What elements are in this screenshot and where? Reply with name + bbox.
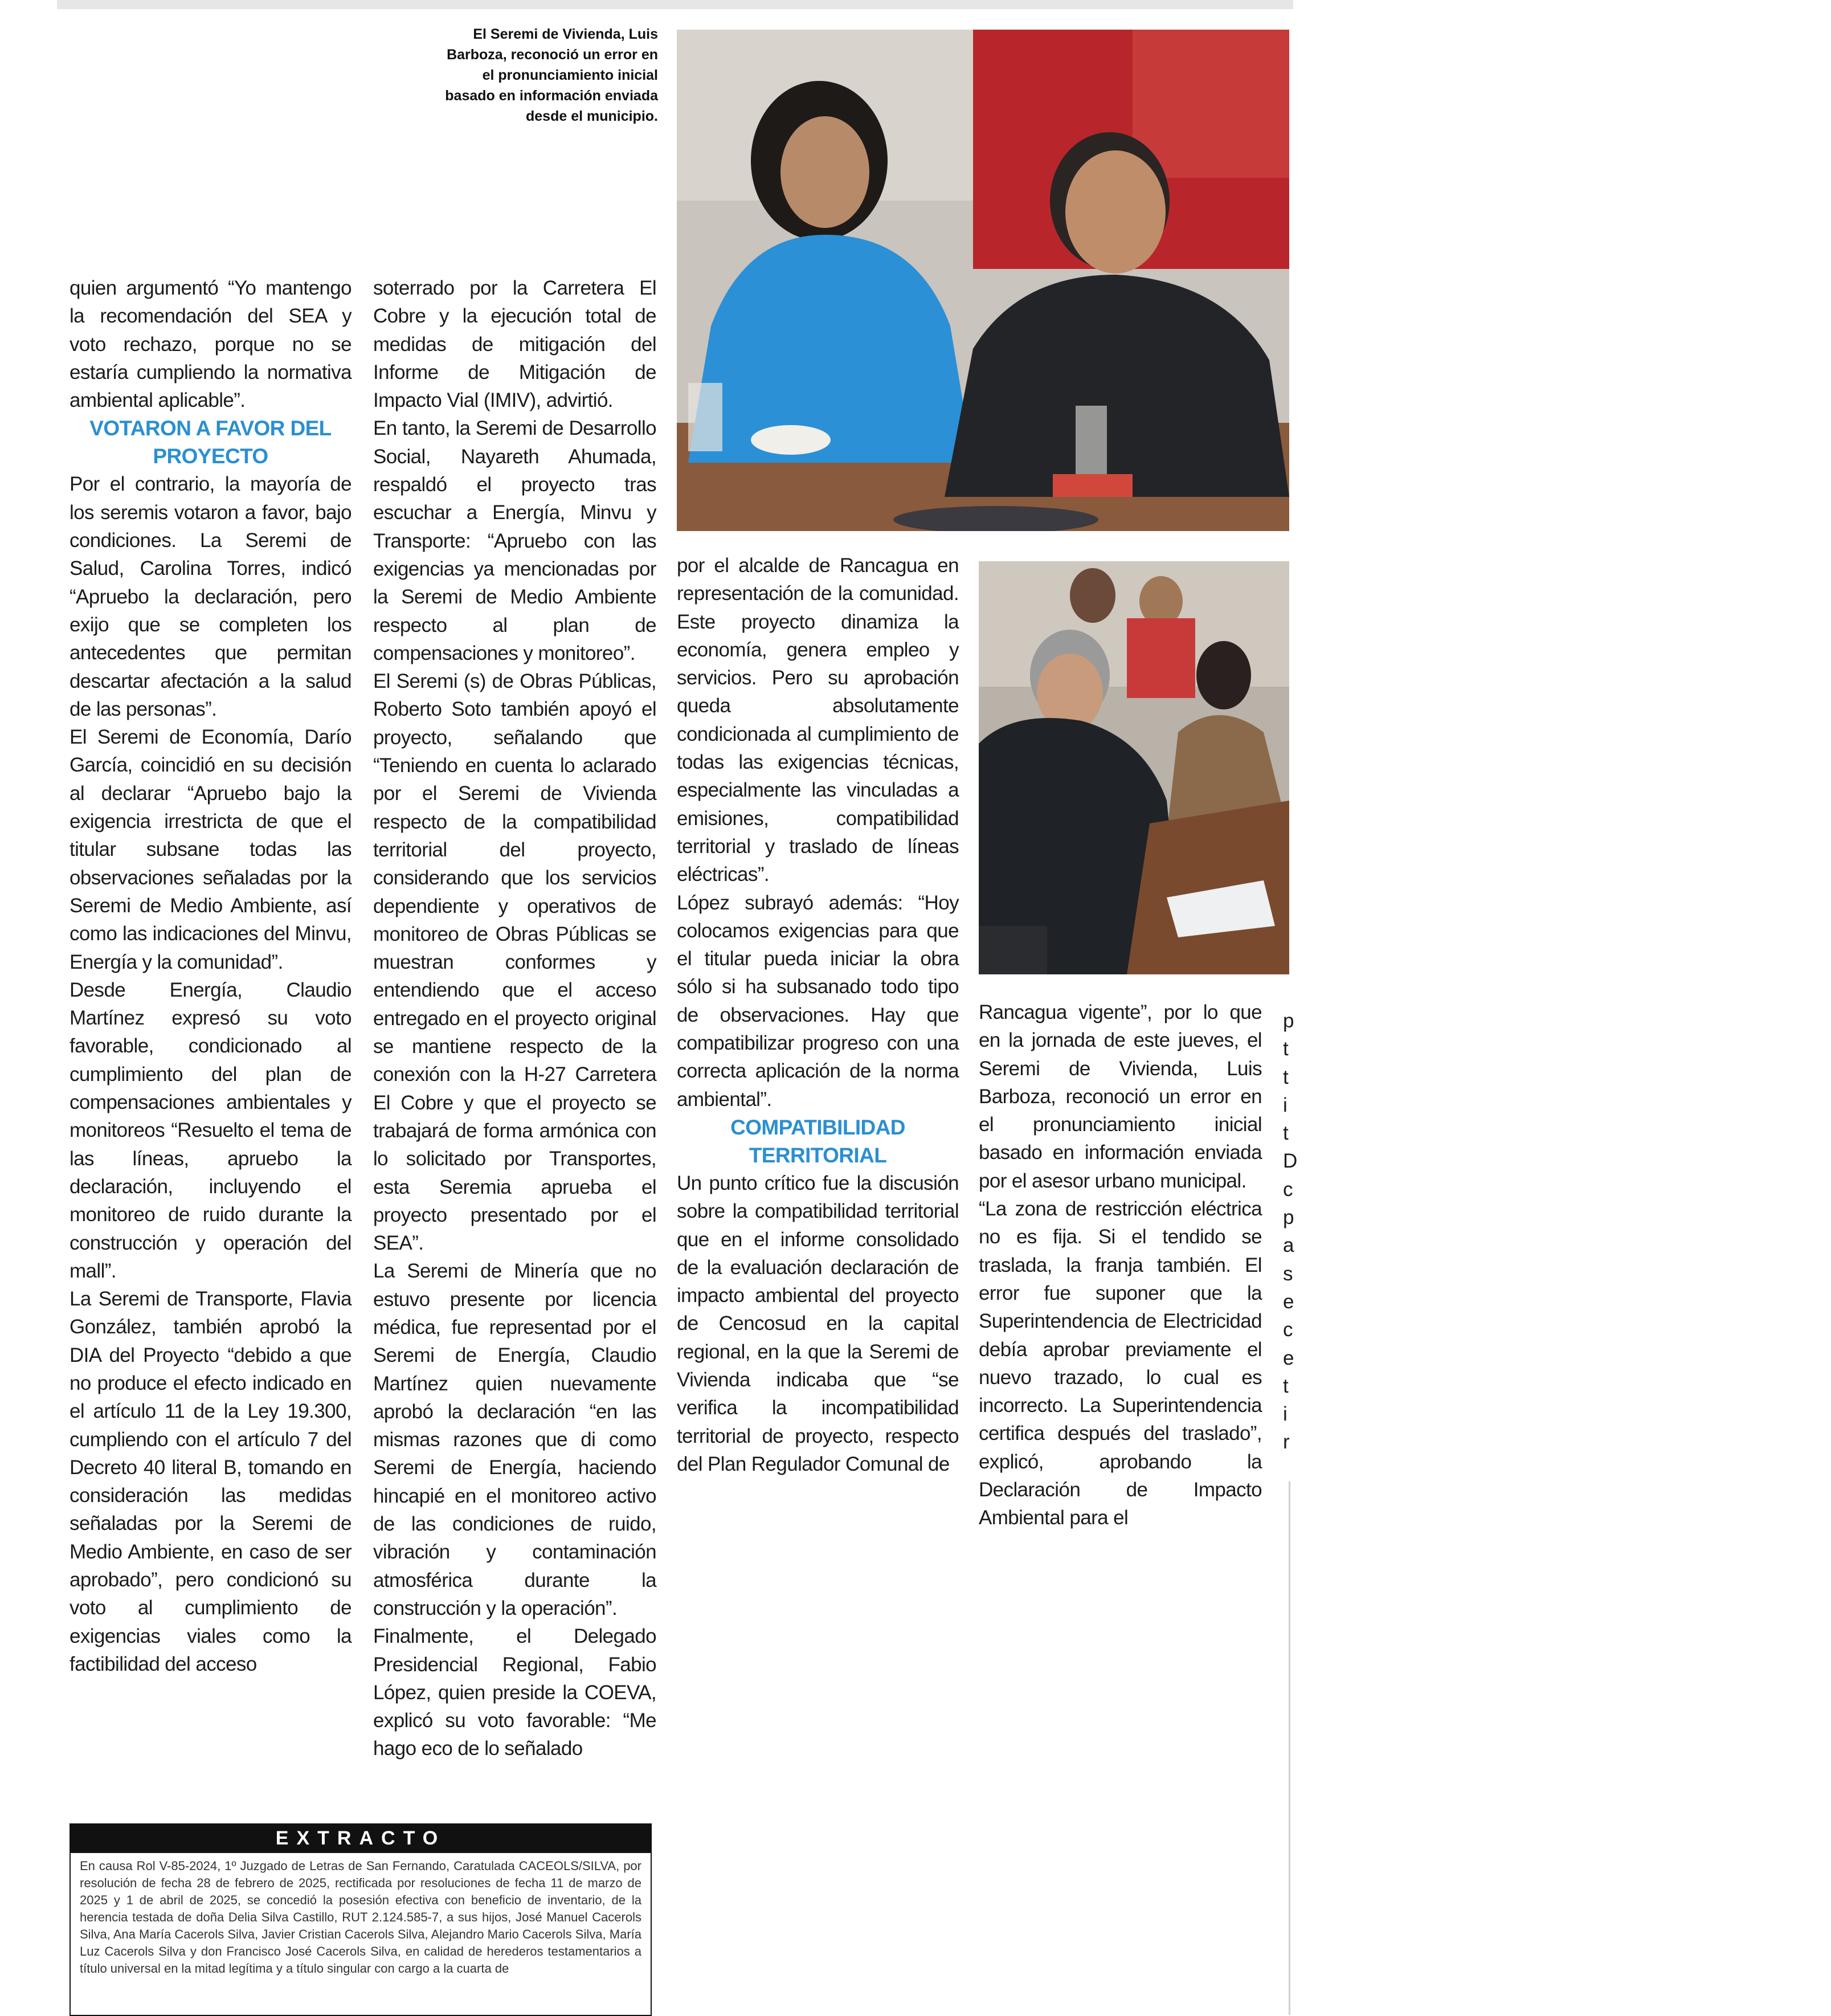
paragraph: El Seremi (s) de Obras Públicas, Roberto Soto también apoyó el proyecto, señalando que “Teniendo en cuenta lo aclarado por el Seremi de Vivienda respecto de la compatibilidad territorial del proyecto, considerando que los servicios dependiente y operativos de monitoreo de Obras Públicas se muestran conformes y entendiendo que el acceso entregado en el proyecto original se mantiene respecto de la conexión con la H-27 Carretera El Cobre y que el proyecto se trabajará de forma armónica con lo solicitado por Transportes, esta Seremia aprueba el proyecto presentado por el SEA”. (373, 670, 656, 1255)
article-column-3 (677, 552, 959, 1478)
paragraph: El Seremi de Economía, Darío García, coincidió en su decisión al declarar “Apruebo bajo la exigencia irrestricta de que el titular subsane todas las observaciones señaladas por la Seremi de Medio Ambiente, así como las indicaciones del Minvu, Energía y la comunidad”. (70, 726, 352, 973)
extracto-body: En causa Rol V-85-2024, 1º Juzgado de Letras de San Fernando, Caratulada CACEOLS/SILVA, por resolución de fecha 28 de febrero de 2025, rectificada por resoluciones de fecha 11 de marzo de 2025 y 1 de abril de 2025, se concedió la posesión efectiva con beneficio de inventario, de la herencia testada de doña Delia Silva Castillo, RUT 2.124.585-7, a sus hijos, José Manuel Cacerols Silva, Ana María Cacerols Silva, Javier Cristian Cacerols Silva, Alejandro Mario Cacerols Silva, María Luz Cacerols Silva y don Francisco José Cacerols Silva, en calidad de herederos testamentarios a título universal en la mitad legítima y a título singular con cargo a la cuarta de (80, 1859, 641, 1976)
paragraph: Un punto crítico fue la discusión sobre la compatibilidad territorial que en el informe consolidado de la evaluación declaración de impacto ambiental del proyecto de Cencosud en la capital regional, en la que la Seremi de Vivienda indicaba que “se verifica la incompatibilidad territorial de proyecto, respecto del Plan Regulador Comunal de (677, 1172, 959, 1475)
paragraph: Rancagua vigente”, por lo que en la jornada de este jueves, el Seremi de Vivienda, Luis Barboza, reconoció un error en el pronunciamiento inicial basado en información enviada por el asesor urbano municipal. (979, 1001, 1262, 1192)
paragraph: La Seremi de Minería que no estuvo presente por licencia médica, fue representad por el Seremi de Energía, Claudio Martínez quien nuevamente aprobó la declaración “en las mismas razones que di como Seremi de Energía, haciendo hincapié en el monitoreo activo de las condiciones de ruido, vibración y contaminación atmosférica durante la construcción y la operación”. (373, 1260, 656, 1619)
cropped-letter: s (1283, 1262, 1293, 1285)
cropped-letter: a (1283, 1234, 1294, 1257)
meeting-photo-seremi-speaking (677, 30, 1289, 531)
cropped-letter: i (1283, 1093, 1288, 1116)
meeting-photo-delegado-signing (979, 561, 1289, 974)
paragraph: La Seremi de Transporte, Flavia González, también aprobó la DIA del Proyecto “debido a que no produce el efecto indicado en el artículo 11 de la Ley 19.300, cumpliendo con el artículo 7 del Decreto 40 literal B, tomando en consideración las medidas señaladas por la Seremi de Medio Ambiente, en caso de ser aprobado”, pero condicionó su voto al cumplimiento de exigencias viales como la factibilidad del acceso (70, 1288, 352, 1675)
cropped-letter: c (1283, 1178, 1293, 1201)
paragraph: Desde Energía, Claudio Martínez expresó su voto favorable, condicionado al cumplimiento del plan de compensaciones ambientales y monitoreos “Resuelto el tema de las líneas, apruebo la declaración, incluyendo el monitoreo de ruido durante la construcción y operación del mall”. (70, 978, 352, 1282)
article-column-1 (70, 274, 352, 1678)
paragraph: Finalmente, el Delegado Presidencial Regional, Fabio López, quien preside la COEVA, explicó su voto favorable: “Me hago eco de lo señalado (373, 1625, 656, 1760)
cropped-letter: i (1283, 1403, 1288, 1426)
article-column-4 (979, 998, 1262, 1532)
column-divider (1289, 1482, 1290, 2015)
paragraph: soterrado por la Carretera El Cobre y la ejecución total de medidas de mitigación del Informe de Mitigación de Impacto Vial (IMIV), advirtió. (373, 277, 656, 412)
cropped-letter: D (1283, 1150, 1298, 1173)
cropped-column-5 (1283, 1010, 1298, 1459)
cropped-letter: t (1283, 1374, 1289, 1397)
cropped-letter: e (1283, 1290, 1294, 1313)
article-column-2 (373, 274, 656, 1763)
subheading-compatibilidad-territorial: COMPATIBILIDAD TERRITORIAL (730, 1115, 905, 1167)
paragraph: López subrayó además: “Hoy colocamos exigencias para que el titular pueda iniciar la obra sólo si ha subsanado todo tipo de observaciones. Hay que compatibilizar progreso con una correcta aplicación de la norma ambiental”. (677, 891, 959, 1111)
extracto-title: EXTRACTO (71, 1823, 651, 1853)
subheading-votaron-a-favor: VOTARON A FAVOR DEL PROYECTO (89, 417, 332, 468)
legal-notice-extracto (70, 1823, 652, 2016)
paragraph: quien argumentó “Yo mantengo la recomendación del SEA y voto rechazo, porque no se estaría cumpliendo la normativa ambiental aplicable”. (70, 277, 352, 412)
cropped-letter: p (1283, 1010, 1294, 1032)
photo-caption: El Seremi de Vivienda, Luis Barboza, reconoció un error en el pronunciamiento inicial basado en información enviada desde el municipio. (445, 26, 658, 124)
paragraph: En tanto, la Seremi de Desarrollo Social, Nayareth Ahumada, respaldó el proyecto tras escuchar a Energía, Minvu y Transporte: “Apruebo con las exigencias ya mencionadas por la Seremi de Medio Ambiente respecto al plan de compensaciones y monitoreo”. (373, 417, 656, 664)
top-border (57, 0, 1293, 9)
cropped-letter: r (1283, 1431, 1290, 1454)
paragraph: “La zona de restricción eléctrica no es fija. Si el tendido se traslada, la franja también. El error fue suponer que la Superintendencia de Electricidad debía aprobar previamente el nuevo trazado, lo cual es incorrecto. La Superintendencia certifica después del traslado”, explicó, aprobando la Declaración de Impacto Ambiental para el (979, 1198, 1262, 1529)
cropped-letter: t (1283, 1066, 1289, 1088)
paragraph: por el alcalde de Rancagua en representación de la comunidad. Este proyecto dinamiza la economía, genera empleo y servicios. Pero su aprobación queda absolutamente condicionada al cumplimiento de todas las exigencias técnicas, especialmente las vinculadas a emisiones, compatibilidad territorial y traslado de líneas eléctricas”. (677, 554, 959, 886)
cropped-letter: t (1283, 1122, 1289, 1145)
cropped-letter: e (1283, 1346, 1294, 1369)
cropped-letter: p (1283, 1206, 1294, 1229)
cropped-letter: c (1283, 1319, 1293, 1341)
cropped-letter: t (1283, 1038, 1289, 1060)
paragraph: Por el contrario, la mayoría de los seremis votaron a favor, bajo condiciones. La Seremi de Salud, Carolina Torres, indicó “Apruebo la declaración, pero exijo que se completen los antecedentes que permitan descartar afectación a la salud de las personas”. (70, 473, 352, 720)
